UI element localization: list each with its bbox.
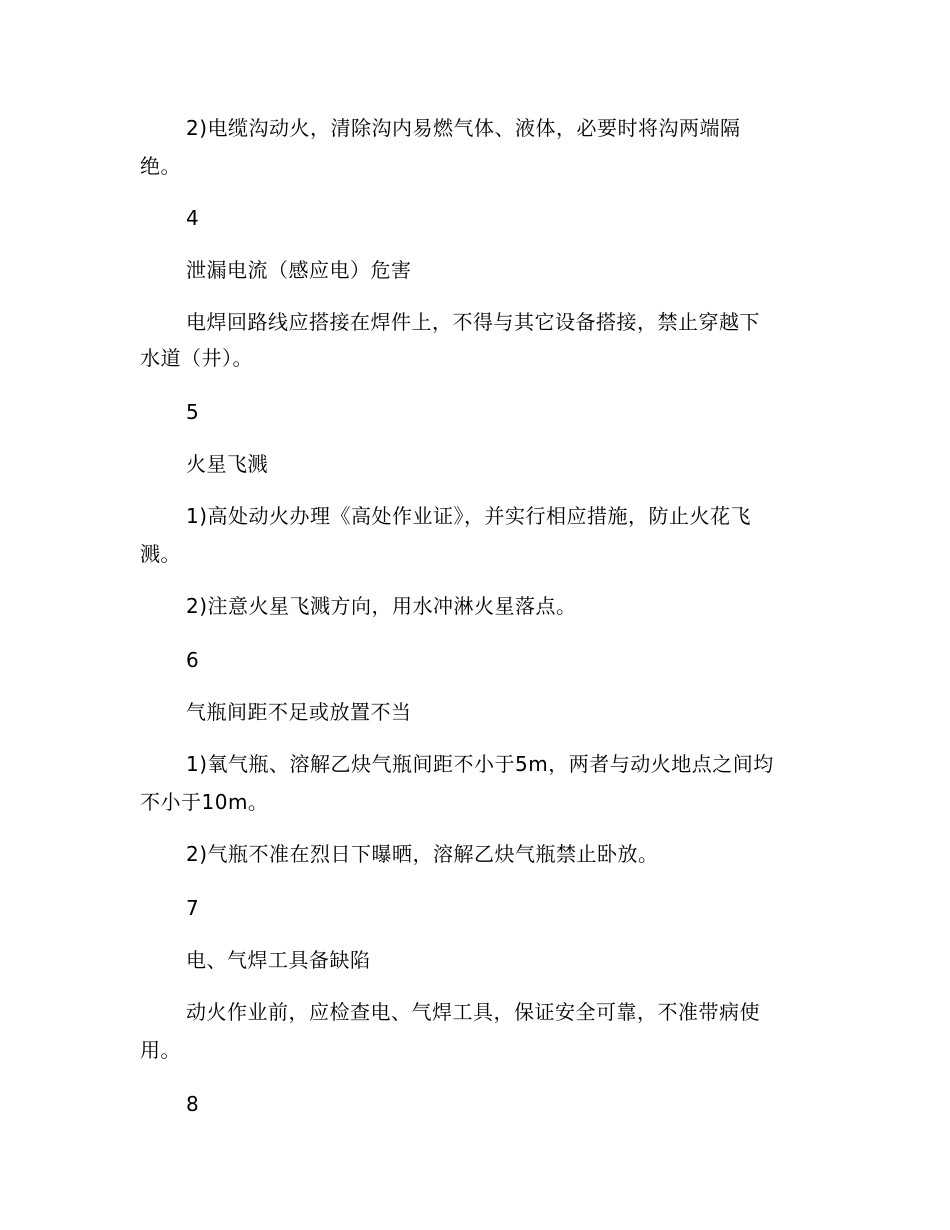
hazard-heading: 气瓶间距不足或放置不当 [186, 700, 412, 724]
item-number: 7 [186, 896, 200, 920]
hazard-heading: 电、气焊工具备缺陷 [186, 948, 371, 972]
item-number: 6 [186, 648, 200, 672]
paragraph-line: 电焊回路线应搭接在焊件上，不得与其它设备搭接，禁止穿越下 [186, 310, 760, 334]
paragraph-line: 动火作业前，应检查电、气焊工具，保证安全可靠，不准带病使 [186, 1000, 760, 1024]
item-number: 8 [186, 1092, 200, 1116]
hazard-heading: 火星飞溅 [186, 452, 268, 476]
paragraph-line: 水道（井）。 [140, 346, 253, 370]
paragraph-line: 2)电缆沟动火，清除沟内易燃气体、液体，必要时将沟两端隔 [186, 116, 741, 140]
item-number: 4 [186, 206, 200, 230]
paragraph-line: 1)高处动火办理《高处作业证》，并实行相应措施，防止火花飞 [186, 504, 752, 528]
hazard-heading: 泄漏电流（感应电）危害 [186, 258, 412, 282]
item-number: 5 [186, 400, 200, 424]
paragraph-line: 用。 [140, 1038, 181, 1062]
paragraph-line: 2)气瓶不准在烈日下曝晒，溶解乙炔气瓶禁止卧放。 [186, 842, 659, 866]
paragraph-line: 1)氧气瓶、溶解乙炔气瓶间距不小于5m，两者与动火地点之间均 [186, 752, 774, 776]
paragraph-line: 绝。 [140, 154, 181, 178]
paragraph-line: 2)注意火星飞溅方向，用水冲淋火星落点。 [186, 594, 577, 618]
paragraph-line: 不小于10m。 [140, 790, 269, 814]
paragraph-line: 溅。 [140, 542, 181, 566]
